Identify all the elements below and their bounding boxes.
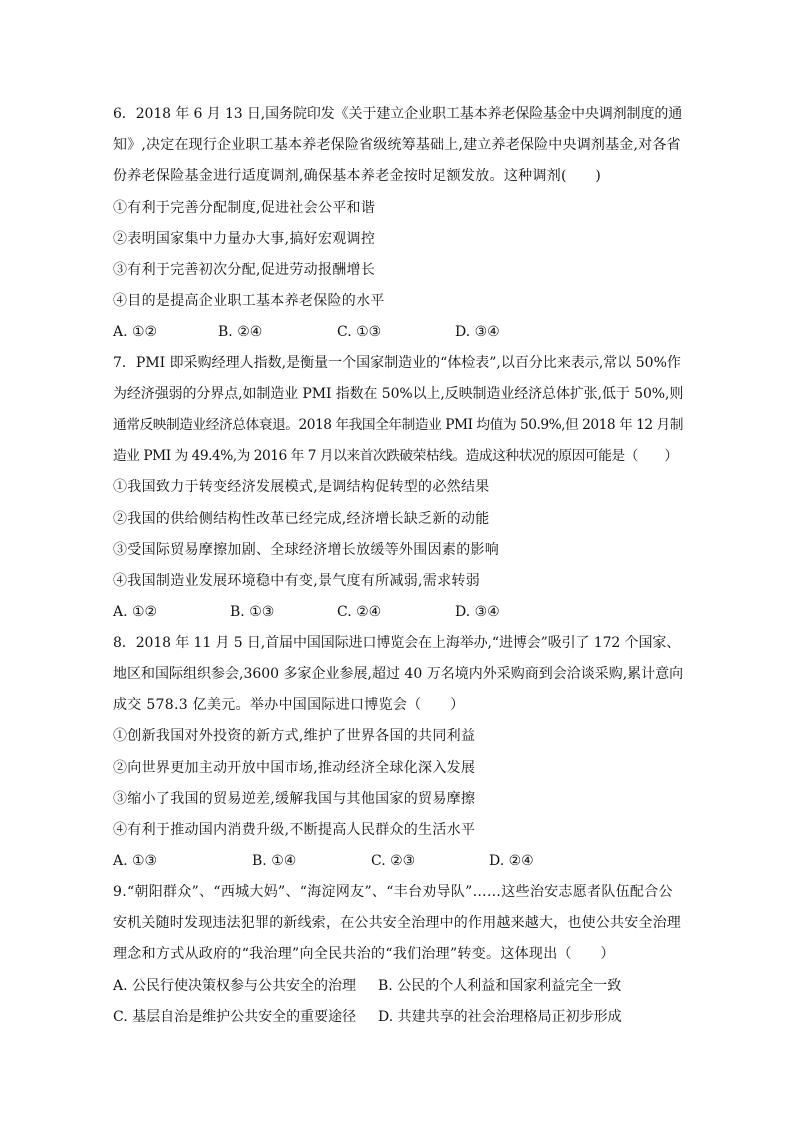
statement-item: ③受国际贸易摩擦加剧、全球经济增长放缓等外围因素的影响 xyxy=(113,542,500,558)
statement-item: ④目的是提高企业职工基本养老保险的水平 xyxy=(113,293,385,309)
statement-item: ③有利于完善初次分配,促进劳动报酬增长 xyxy=(113,262,376,278)
answer-option-c: C. 基层自治是维护公共安全的重要途径 xyxy=(113,1009,357,1025)
question-stem-line: 通常反映制造业经济总体衰退。2018 年我国全年制造业 PMI 均值为 50.9%,但 2018 年 12 月制 xyxy=(113,417,684,433)
answer-option-d: D. ③④ xyxy=(455,604,500,620)
statement-item: ④有利于推动国内消费升级,不断提高人民群众的生活水平 xyxy=(113,822,476,838)
question-stem-line: 安机关随时发现违法犯罪的新线索，在公共安全治理中的作用越来越大，也使公共安全治理 xyxy=(113,915,681,931)
answer-option-a: A. ①② xyxy=(113,324,158,340)
question-stem-line: 为经济强弱的分界点,如制造业 PMI 指数在 50%以上,反映制造业经济总体扩张,低于 50%,则 xyxy=(113,386,684,402)
answer-option-d: D. ②④ xyxy=(489,853,534,869)
question-stem-line: 6．2018 年 6 月 13 日,国务院印发《关于建立企业职工基本养老保险基金中央调剂制度的通 xyxy=(113,106,683,122)
question-stem-line: 8．2018 年 11 月 5 日,首届中国国际进口博览会在上海举办,“进博会”吸引了 172 个国家、 xyxy=(113,635,681,651)
answer-option-b: B. ①④ xyxy=(252,853,297,869)
answer-option-a: A. ①② xyxy=(113,604,158,620)
statement-item: ②向世界更加主动开放中国市场,推动经济全球化深入发展 xyxy=(113,760,476,776)
answer-option-c: C. ①③ xyxy=(337,324,382,340)
statement-item: ①创新我国对外投资的新方式,维护了世界各国的共同利益 xyxy=(113,728,476,744)
question-stem-line: 造业 PMI 为 49.4%,为 2016 年 7 月以来首次跌破荣枯线。造成这种状况的原因可能是（ ） xyxy=(113,448,678,464)
answer-option-b: B. ②④ xyxy=(218,324,263,340)
statement-item: ②表明国家集中力量办大事,搞好宏观调控 xyxy=(113,231,376,247)
question-stem-line: 理念和方式从政府的“我治理”向全民共治的“我们治理”转变。这体现出（ ） xyxy=(113,946,615,962)
question-stem-line: 地区和国际组织参会,3600 多家企业参展,超过 40 万名境内外采购商到会洽谈采购,累计意向 xyxy=(113,666,684,682)
statement-item: ①我国致力于转变经济发展模式,是调结构促转型的必然结果 xyxy=(113,479,490,495)
question-stem-line: 知》,决定在现行企业职工基本养老保险省级统筹基础上,建立养老保险中央调剂基金,对各省 xyxy=(113,137,681,153)
question-stem-line: 7．PMI 即采购经理人指数,是衡量一个国家制造业的“体检表”,以百分比来表示,常以 50%作 xyxy=(113,355,681,371)
question-stem-line: 份养老保险基金进行适度调剂,确保基本养老金按时足额发放。这种调剂( ) xyxy=(113,168,602,184)
answer-option-b: B. 公民的个人利益和国家利益完全一致 xyxy=(378,978,622,994)
answer-option-d: D. 共建共享的社会治理格局正初步形成 xyxy=(378,1009,622,1025)
answer-option-a: A. 公民行使决策权参与公共安全的治理 xyxy=(113,978,357,994)
statement-item: ②我国的供给侧结构性改革已经完成,经济增长缺乏新的动能 xyxy=(113,511,490,527)
question-stem-line: 成交 578.3 亿美元。举办中国国际进口博览会（ ） xyxy=(113,697,465,713)
answer-option-b: B. ①③ xyxy=(230,604,275,620)
statement-item: ④我国制造业发展环境稳中有变,景气度有所减弱,需求转弱 xyxy=(113,573,480,589)
statement-item: ①有利于完善分配制度,促进社会公平和谐 xyxy=(113,200,376,216)
statement-item: ③缩小了我国的贸易逆差,缓解我国与其他国家的贸易摩擦 xyxy=(113,791,476,807)
answer-option-a: A. ①③ xyxy=(113,853,158,869)
answer-option-c: C. ②④ xyxy=(337,604,382,620)
answer-option-d: D. ③④ xyxy=(455,324,500,340)
question-stem-line: 9.“朝阳群众”、“西城大妈”、“海淀网友”、“丰台劝导队”……这些治安志愿者队伍配合公 xyxy=(113,884,673,900)
answer-option-c: C. ②③ xyxy=(371,853,416,869)
